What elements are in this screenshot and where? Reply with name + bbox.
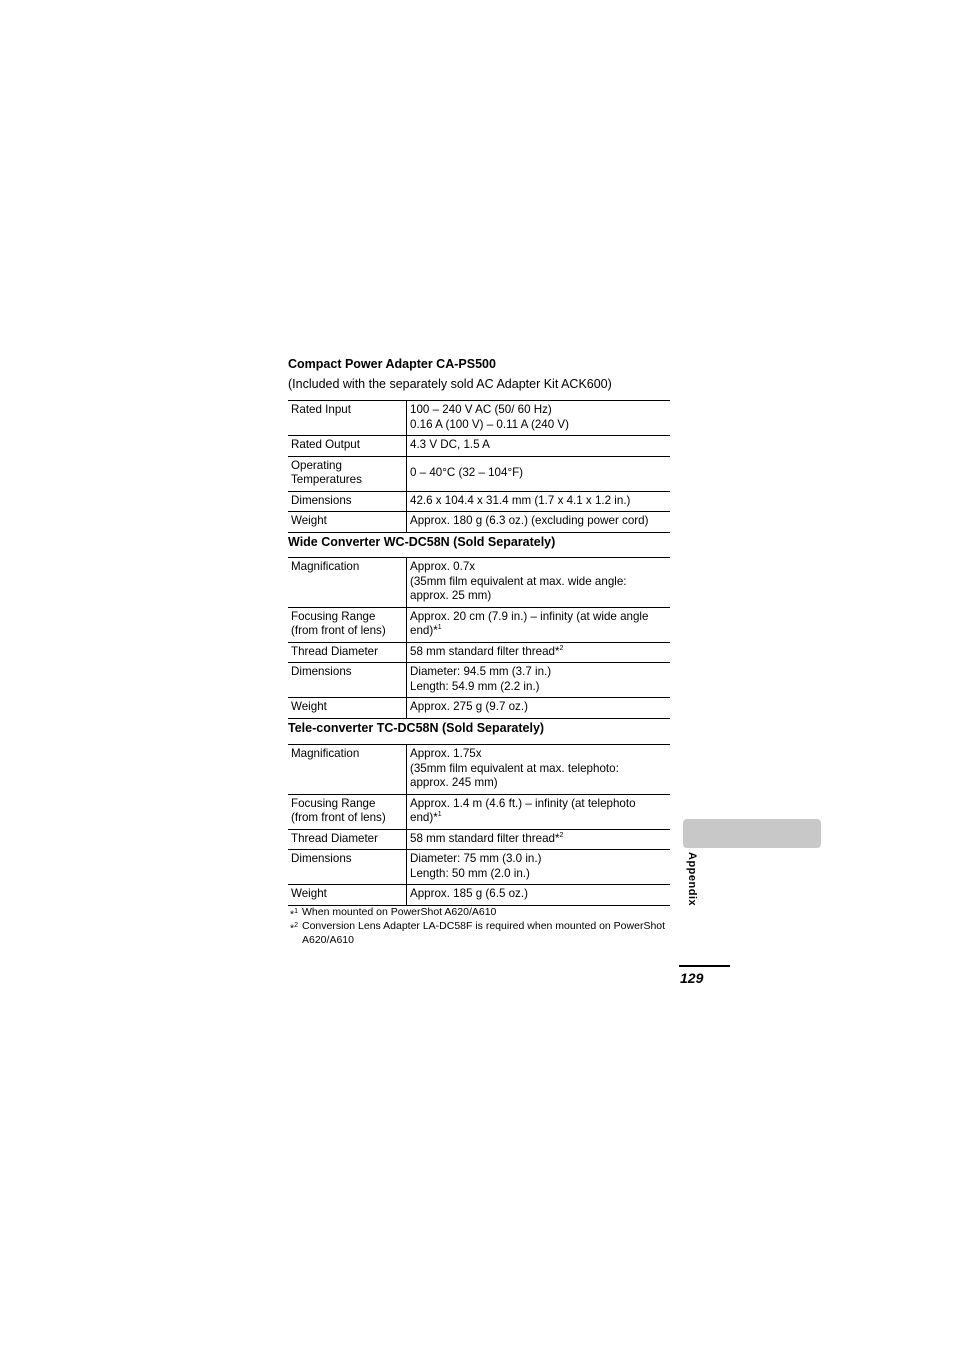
spec-row [288, 794, 670, 829]
spec-key: Rated Input [288, 401, 407, 436]
footnote-ref: 2 [559, 644, 564, 652]
spec-key: Weight [288, 885, 407, 906]
spec-table-tele-converter [288, 744, 670, 906]
spec-key: Rated Output [288, 436, 407, 457]
spec-key: Magnification [288, 745, 407, 795]
section-subheading: (Included with the separately sold AC Adapter Kit ACK600) [288, 377, 612, 391]
spec-key: Dimensions [288, 491, 407, 512]
spec-value: Diameter: 75 mm (3.0 in.) Length: 50 mm (2.0 in.) [407, 850, 671, 885]
spec-key: Dimensions [288, 663, 407, 698]
spec-value: 58 mm standard filter thread*$^2$ [407, 829, 671, 850]
spec-value: Approx. 185 g (6.5 oz.) [407, 885, 671, 906]
spec-value: 100 – 240 V AC (50/ 60 Hz) 0.16 A (100 V) – 0.11 A (240 V) [407, 401, 671, 436]
spec-value: Approx. 180 g (6.3 oz.) (excluding power cord) [407, 512, 671, 533]
spec-row [288, 850, 670, 885]
section-heading: Compact Power Adapter CA-PS500 [288, 357, 496, 371]
spec-value: 58 mm standard filter thread*$^2$ [407, 642, 671, 663]
spec-key: Operating Temperatures [288, 456, 407, 491]
spec-value: Approx. 20 cm (7.9 in.) – infinity (at wide angle end)*$^1$ [407, 607, 671, 642]
spec-row [288, 745, 670, 795]
spec-value: Approx. 0.7x (35mm film equivalent at max. wide angle: approx. 25 mm) [407, 558, 671, 608]
spec-table-power-adapter [288, 400, 670, 533]
page-number: 129 [680, 970, 704, 986]
spec-row [288, 456, 670, 491]
footnote-ref: 2 [559, 831, 564, 839]
spec-row [288, 558, 670, 608]
spec-key: Thread Diameter [288, 829, 407, 850]
spec-row [288, 829, 670, 850]
spec-value: Approx. 275 g (9.7 oz.) [407, 698, 671, 719]
footnote-1: *$^1$ When mounted on PowerShot A620/A610 [290, 906, 497, 921]
spec-row [288, 885, 670, 906]
spec-value: 4.3 V DC, 1.5 A [407, 436, 671, 457]
chapter-label: Appendix [686, 852, 698, 907]
spec-value: 0 – 40°C (32 – 104°F) [407, 456, 671, 491]
spec-key: Weight [288, 512, 407, 533]
spec-row [288, 512, 670, 533]
section-wide-converter-header [288, 535, 670, 550]
spec-row [288, 607, 670, 642]
spec-value: 42.6 x 104.4 x 31.4 mm (1.7 x 4.1 x 1.2 in.) [407, 491, 671, 512]
spec-key: Focusing Range (from front of lens) [288, 607, 407, 642]
footnote-2: *$^2$ Conversion Lens Adapter LA-DC58F is required when mounted on PowerShot A620/A610 [290, 920, 666, 946]
spec-value: Approx. 1.75x (35mm film equivalent at max. telephoto: approx. 245 mm) [407, 745, 671, 795]
spec-row [288, 401, 670, 436]
footnote-text: When mounted on PowerShot A620/A610 [302, 906, 497, 918]
spec-key: Dimensions [288, 850, 407, 885]
spec-key: Weight [288, 698, 407, 719]
footnote-ref: 1 [437, 811, 442, 819]
section-heading: Wide Converter WC-DC58N (Sold Separately) [288, 535, 556, 549]
spec-table-wide-converter [288, 557, 670, 719]
spec-value: Approx. 1.4 m (4.6 ft.) – infinity (at telephoto end)*$^1$ [407, 794, 671, 829]
spec-key: Magnification [288, 558, 407, 608]
spec-key: Focusing Range (from front of lens) [288, 794, 407, 829]
footnote-text: Conversion Lens Adapter LA-DC58F is required when mounted on PowerShot A620/A610 [302, 920, 666, 946]
spec-row [288, 698, 670, 719]
section-tele-converter-header [288, 721, 670, 736]
footnote-ref: 1 [437, 624, 442, 632]
spec-key: Thread Diameter [288, 642, 407, 663]
page-number-rule [679, 965, 730, 967]
spec-row [288, 491, 670, 512]
section-power-adapter-header [288, 357, 670, 392]
spec-value: Diameter: 94.5 mm (3.7 in.) Length: 54.9 mm (2.2 in.) [407, 663, 671, 698]
spec-row [288, 663, 670, 698]
chapter-side-tab [683, 819, 821, 848]
footnotes [290, 905, 670, 947]
spec-row [288, 436, 670, 457]
section-heading: Tele-converter TC-DC58N (Sold Separately) [288, 721, 545, 735]
spec-row [288, 642, 670, 663]
